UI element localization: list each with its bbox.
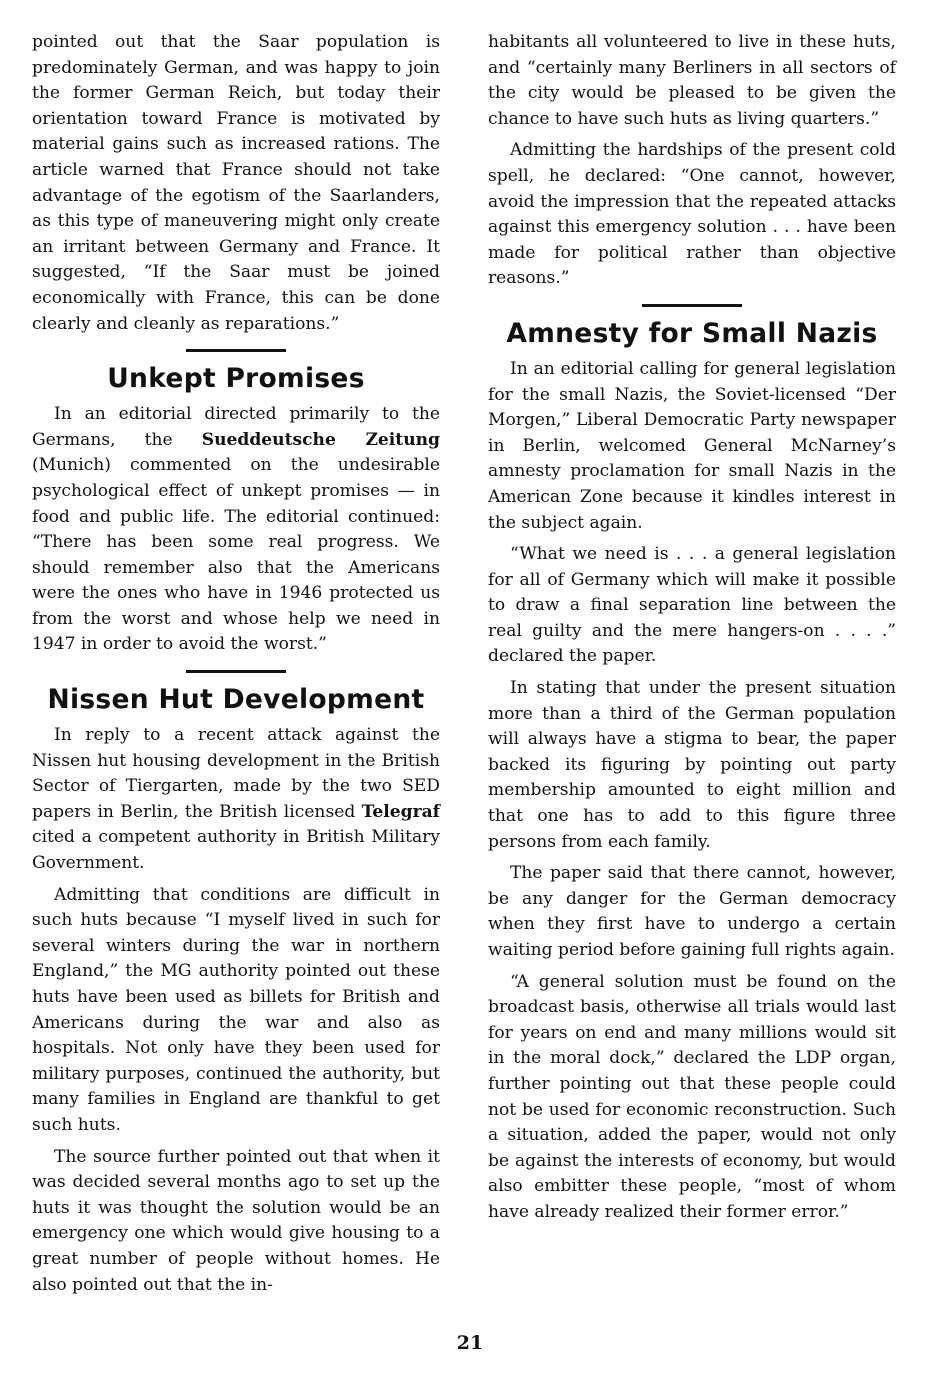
section-divider (186, 349, 286, 352)
nissen-text-after: cited a competent authority in British Military Government. (32, 827, 440, 874)
saar-continuation-paragraph: pointed out that the Saar population is predominately German, and was happy to join the former German Reich, but today their orientation toward France is motivated by material gains such as increased rations. The article warned that France should not take advantage of the egotism of the Saarlanders, as this type of maneuvering might only create an irritant between Germany and France. It suggested, “If the Saar must be joined economically with France, this can be done clearly and cleanly as reparations.” (32, 32, 440, 334)
nissen-continuation-paragraph-1: habitants all volunteered to live in these huts, and “certainly many Berliners in all sectors of the city would be pleased to be given the chance to have such huts as living quarters.” (488, 32, 896, 129)
left-column (32, 30, 440, 1304)
amnesty-paragraph-5: “A general solution must be found on the broadcast basis, otherwise all trials would last for years on end and many millions would sit in the moral dock,” declared the LDP organ, further pointing out that these people could not be used for economic reconstruction. Such a situation, added the paper, would not only be against the interests of economy, but would also embitter these people, “most of whom have already realized their former error.” (488, 971, 896, 1222)
amnesty-paragraph-3: In stating that under the present situation more than a third of the German population will always have a stigma to bear, the paper backed its figuring by pointing out party membership amounted to eight million and that one has to add to this figure three persons from each family. (488, 678, 896, 852)
nissen-paragraph-1 (32, 723, 440, 877)
page-number: 21 (456, 1332, 484, 1354)
right-column (488, 30, 896, 1232)
unkept-promises-heading: Unkept Promises (107, 363, 365, 395)
unkept-text-before: In an editorial directed primarily to the Germans, the (32, 404, 440, 450)
amnesty-paragraph-4: The paper said that there cannot, however, be any danger for the German democracy when they first have to undergo a certain waiting period before gaining full rights again. (488, 863, 896, 960)
nissen-text-before: In reply to a recent attack against the Nissen hut housing development in the British Sector of Tiergarten, made by the two SED papers in Berlin, the British licensed (32, 725, 440, 822)
section-divider (642, 304, 742, 307)
section-divider (186, 670, 286, 673)
unkept-promises-paragraph (32, 402, 440, 658)
newspaper-name-sueddeutsche: Sueddeutsche Zeitung (201, 429, 441, 450)
nissen-continuation-paragraph-2: Admitting the hardships of the present cold spell, he declared: “One cannot, however, avoid the impression that the repeated attacks against this emergency solution . . . have been made for political rather than objective reasons.” (488, 140, 896, 289)
newspaper-name-telegraf: Telegraf (361, 801, 440, 822)
nissen-hut-heading: Nissen Hut Development (47, 684, 425, 716)
amnesty-paragraph-1: In an editorial calling for general legislation for the small Nazis, the Soviet-licensed “Der Morgen,” Liberal Democratic Party newspaper in Berlin, welcomed General McNarney’s amnesty proclamation for small Nazis in the American Zone because it kindles interest in the subject again. (488, 358, 896, 533)
nissen-paragraph-3: The source further pointed out that when it was decided several months ago to set up the huts it was thought the solution would be an emergency one which would give housing to a great number of people without homes. He also pointed out that the in- (32, 1146, 440, 1295)
nissen-paragraph-2: Admitting that conditions are difficult in such huts because “I myself lived in such for several winters during the war in northern England,” the MG authority pointed out these huts have been used as billets for British and Americans during the war and also as hospitals. Not only have they been used for military purposes, continued the authority, but many families in England are thankful to get such huts. (32, 884, 440, 1135)
amnesty-paragraph-2: “What we need is . . . a general legislation for all of Germany which will make it possible to draw a final separation line between the real guilty and the mere hangers-on . . . .” declared the paper. (488, 544, 896, 667)
unkept-text-after: (Munich) commented on the undesirable psychological effect of unkept promises — in food and public life. The editorial continued: “There has been some real progress. We should remember also that the Americans were the ones who have in 1946 protected us from the worst and whose help we need in 1947 in order to avoid the worst.” (32, 455, 440, 655)
amnesty-heading: Amnesty for Small Nazis (506, 317, 878, 349)
